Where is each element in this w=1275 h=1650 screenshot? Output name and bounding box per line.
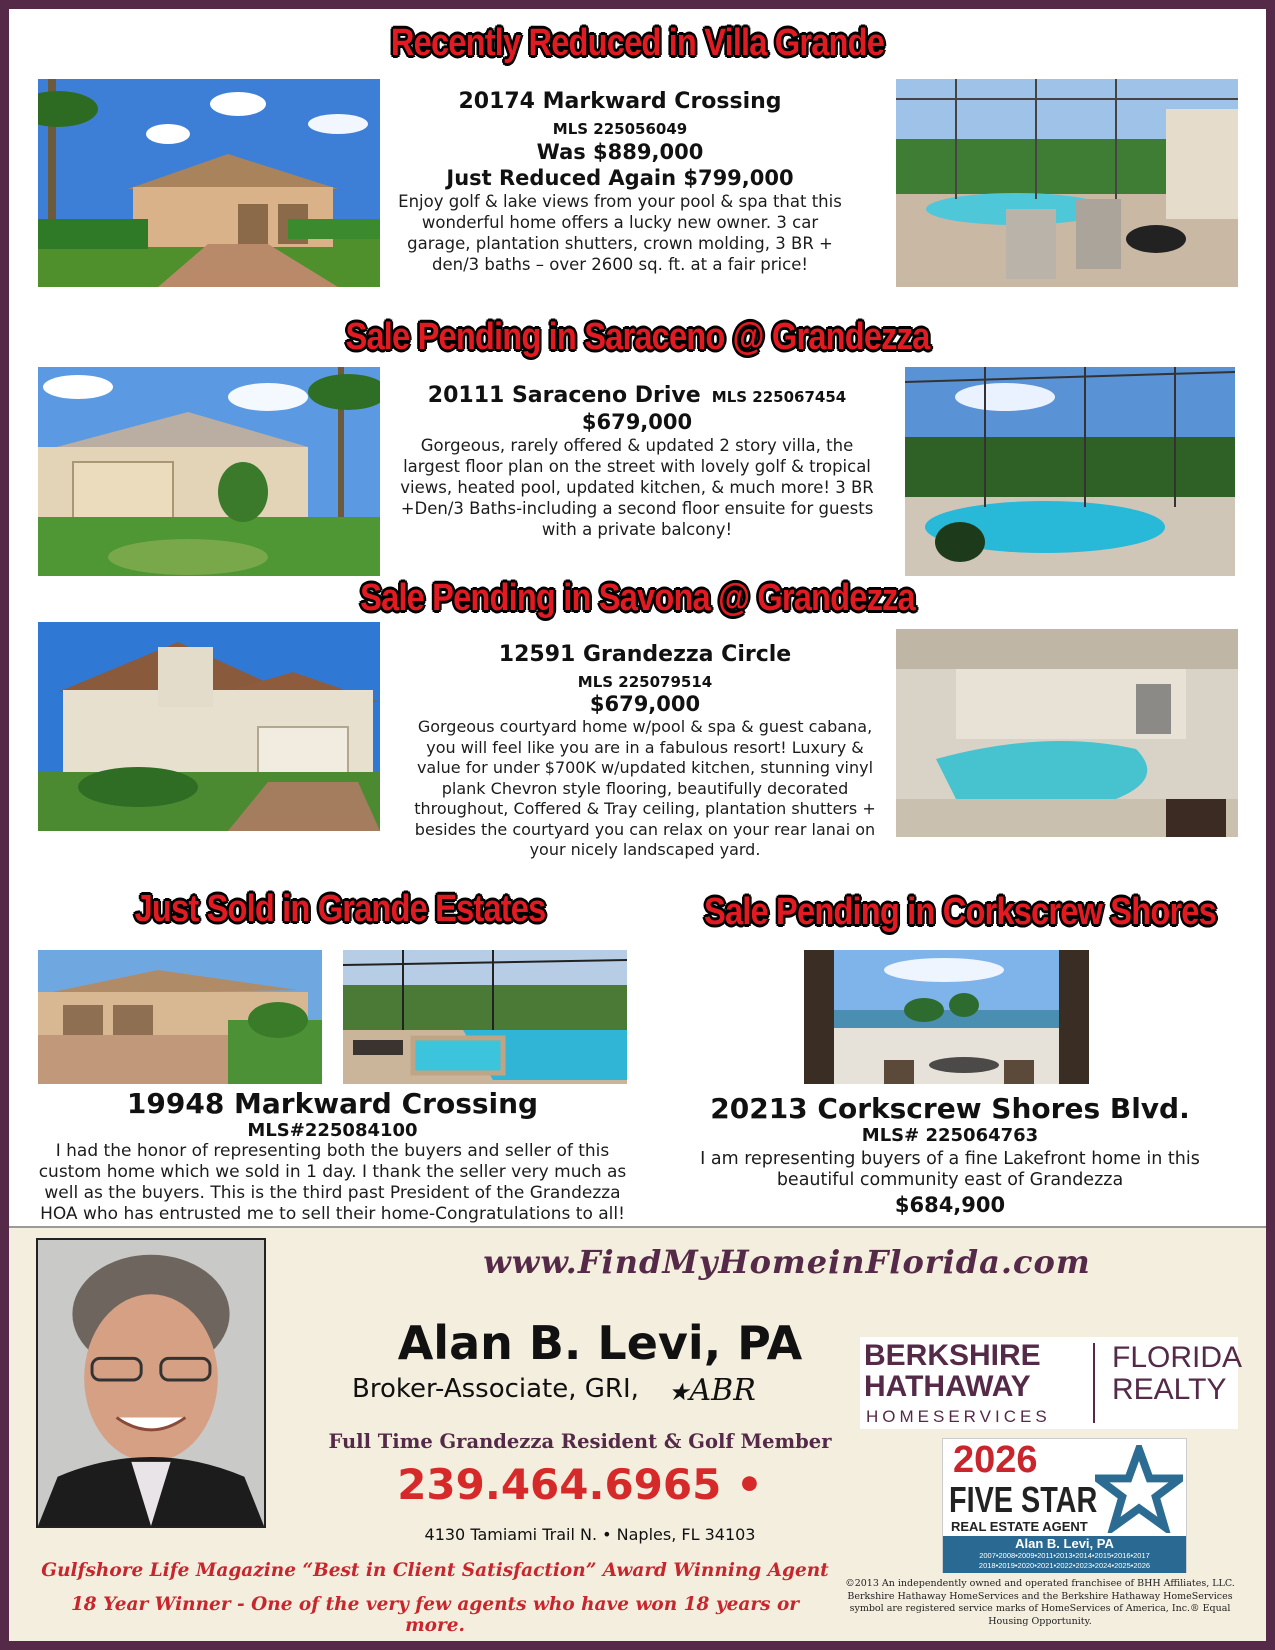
agent-title: Broker-Associate, GRI,: [352, 1374, 639, 1404]
listing-savona-info: [405, 642, 885, 861]
listing-address: 19948 Markward Crossing: [126, 1087, 539, 1120]
five-star-years-1: 2007•2008•2009•2011•2013•2014•2015•2016•2017: [979, 1551, 1150, 1560]
listing-description: Enjoy golf & lake views from your pool & spa that this wonderful home offers a lucky new owner. 3 car garage, plantation shutters, crown molding, 3 BR + den/3 baths – over 2600 sq. ft. at a fair price!: [398, 192, 842, 274]
five-star-subtitle: REAL ESTATE AGENT: [951, 1519, 1088, 1534]
heading-corkscrew: Sale Pending in Corkscrew Shores: [704, 891, 1216, 933]
listing-address: 20111 Saraceno Drive: [427, 383, 701, 408]
listing-saraceno-info: [392, 383, 882, 540]
award-line-2: 18 Year Winner - One of the very few agents who have won 18 years or more.: [70, 1594, 800, 1636]
listing-price: $684,900: [894, 1193, 1006, 1217]
listing-description: I am representing buyers of a fine Lakefront home in this beautiful community east of Grandezza: [700, 1149, 1200, 1190]
heading-savona: Sale Pending in Savona @ Grandezza: [360, 577, 915, 619]
star-icon: [1095, 1445, 1183, 1533]
listing-description: Gorgeous courtyard home w/pool & spa & guest cabana, you will feel like you are in a fabulous resort! Luxury & value for under $700K w/updated kitchen, stunning vinyl plank Chevron style flooring, beautifully decorated throughout, Coffered & Tray ceiling, plantation shutters + besides the courtyard you can relax on your rear lanai on your nicely landscaped yard.: [414, 717, 876, 859]
phone-number[interactable]: 239.464.6965 •: [397, 1460, 763, 1509]
agent-photo: [36, 1238, 266, 1528]
listing-address: 20174 Markward Crossing: [458, 89, 782, 114]
listing-grande-estates-info: [30, 1087, 635, 1225]
listing-mls: MLS#225084100: [247, 1120, 418, 1141]
brand-line-1: BERKSHIRE: [864, 1339, 1041, 1372]
brand-right-1: FLORIDA: [1112, 1341, 1243, 1374]
photo-savona-pool: [896, 629, 1238, 837]
listing-mls: MLS 225079514: [577, 673, 713, 691]
award-line-1: Gulfshore Life Magazine “Best in Client Satisfaction” Award Winning Agent: [41, 1560, 829, 1581]
photo-grande-estates-pool: [343, 950, 627, 1084]
heading-saraceno: Sale Pending in Saraceno @ Grandezza: [345, 316, 930, 358]
brokerage-logo: [860, 1337, 1243, 1429]
photo-saraceno-front: [38, 367, 380, 576]
abr-logo: [668, 1373, 756, 1408]
listing-mls: MLS 225056049: [552, 120, 688, 138]
heading-grande-estates: Just Sold in Grande Estates: [134, 888, 546, 930]
abr-logo-text: ABR: [689, 1373, 756, 1408]
photo-grande-estates-front: [38, 950, 322, 1084]
heading-villa-grande: Recently Reduced in Villa Grande: [390, 22, 885, 64]
legal-disclaimer: ©2013 An independently owned and operated franchisee of BHH Affiliates, LLC. Berkshire Hathaway HomeServices and the Berkshire Hathaway HomeServices symbol are registered service marks of HomeServices of America, Inc.® Equal Housing Opportunity.: [845, 1578, 1235, 1627]
five-star-agent: Alan B. Levi, PA: [1015, 1536, 1114, 1551]
listing-mls: MLS# 225064763: [861, 1125, 1039, 1146]
listing-description: I had the honor of representing both the buyers and seller of this custom home which we sold in 1 day. I thank the seller very much as well as the buyers. This is the third past President of the Grandezza HOA who has entrusted me to sell their home-Congratulations to all!: [38, 1141, 627, 1224]
photo-villa-front: [38, 79, 380, 287]
website-link[interactable]: www.FindMyHomeinFlorida.com: [483, 1243, 1091, 1281]
brand-line-2: HATHAWAY: [864, 1370, 1031, 1403]
photo-corkscrew-pool: [804, 950, 1089, 1084]
brand-divider: [1093, 1343, 1095, 1423]
listing-description: Gorgeous, rarely offered & updated 2 story villa, the largest floor plan on the street with lovely golf & tropical views, heated pool, updated kitchen, & much more! 3 BR +Den/3 Baths-including a second floor ensuite for guests with a private balcony!: [400, 436, 874, 539]
agent-name: Alan B. Levi, PA: [397, 1316, 803, 1370]
brand-right-2: REALTY: [1112, 1373, 1227, 1406]
listing-address: 12591 Grandezza Circle: [498, 642, 792, 667]
photo-saraceno-pool: [905, 367, 1235, 576]
five-star-years-2: 2018•2019•2020•2021•2022•2023•2024•2025•2026: [978, 1561, 1151, 1570]
five-star-badge: [942, 1438, 1187, 1573]
listing-corkscrew-info: [660, 1092, 1240, 1217]
photo-savona-front: [38, 622, 380, 831]
photo-villa-pool: [896, 79, 1238, 287]
listing-address: 20213 Corkscrew Shores Blvd.: [710, 1092, 1190, 1125]
listing-villa-info: [395, 89, 845, 275]
five-star-year: 2026: [953, 1439, 1038, 1481]
five-star-title: FIVE STAR: [949, 1479, 1098, 1520]
listing-reduced-price: Just Reduced Again $799,000: [446, 166, 794, 190]
office-address: 4130 Tamiami Trail N. • Naples, FL 34103: [424, 1525, 756, 1544]
listing-was-price: Was $889,000: [536, 140, 704, 164]
resident-line: Full Time Grandezza Resident & Golf Member: [328, 1430, 832, 1453]
listing-mls: MLS 225067454: [711, 388, 847, 406]
listing-price: $679,000: [581, 410, 693, 434]
brand-line-3: HOMESERVICES: [866, 1407, 1051, 1426]
star-icon: ★: [668, 1378, 690, 1406]
listing-price: $679,000: [589, 692, 701, 716]
five-star-footer-bar: [943, 1536, 1186, 1573]
